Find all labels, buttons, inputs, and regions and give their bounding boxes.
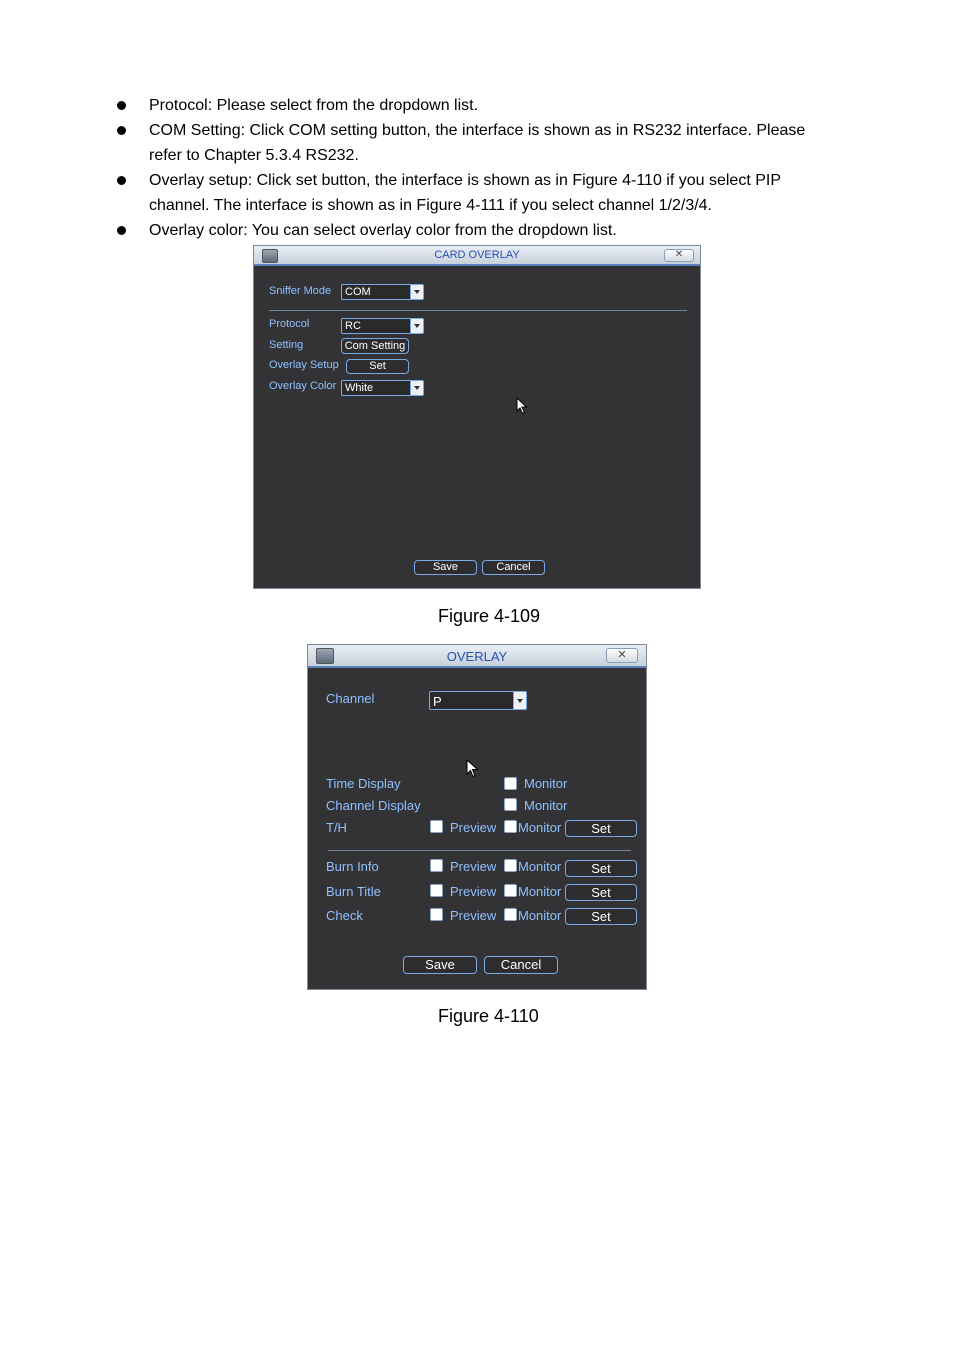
burn-info-label: Burn Info: [326, 859, 379, 874]
cancel-button[interactable]: Cancel: [482, 560, 545, 575]
bullet-dot: [117, 126, 126, 135]
th-label: T/H: [326, 820, 347, 835]
protocol-value: RC: [345, 320, 361, 332]
burn-title-monitor-checkbox[interactable]: [504, 884, 517, 897]
card-overlay-titlebar: [254, 246, 700, 266]
separator-line: [269, 310, 687, 311]
bullet-dot: [117, 101, 126, 110]
bullet-protocol: [117, 93, 837, 118]
preview-label: Preview: [450, 859, 497, 874]
overlay-setup-button[interactable]: Set: [346, 359, 409, 374]
bullet-dot: [117, 226, 126, 235]
channel-display-monitor-checkbox[interactable]: [504, 798, 517, 811]
burn-title-set-button[interactable]: Set: [565, 884, 637, 901]
com-setting-button[interactable]: Com Setting: [341, 338, 409, 354]
overlay-color-select[interactable]: [341, 380, 424, 396]
save-button[interactable]: Save: [414, 560, 477, 575]
figure-caption: Figure 4-109: [438, 606, 541, 626]
separator-line: [328, 850, 631, 851]
sniffer-mode-label: Sniffer Mode: [269, 285, 332, 297]
preview-label: Preview: [450, 884, 497, 899]
card-overlay-dialog: [253, 245, 701, 589]
check-set-button[interactable]: Set: [565, 908, 637, 925]
bullet-overlay-color: [117, 218, 837, 243]
overlay-color-label: Overlay Color: [269, 380, 337, 392]
channel-select[interactable]: [429, 691, 527, 710]
card-overlay-title: CARD OVERLAY: [434, 249, 520, 261]
preview-label: Preview: [450, 820, 497, 835]
bullet-overlay-setup: [117, 168, 837, 218]
channel-value: P: [433, 694, 442, 709]
check-monitor-checkbox[interactable]: [504, 908, 517, 921]
chevron-down-icon[interactable]: [410, 319, 423, 333]
burn-title-preview-checkbox[interactable]: [430, 884, 443, 897]
chevron-down-icon[interactable]: [410, 285, 423, 299]
monitor-label: Monitor: [518, 884, 562, 899]
figure-caption: Figure 4-110: [438, 1006, 539, 1026]
monitor-label: Monitor: [524, 798, 568, 813]
bullet-list: [117, 93, 837, 243]
burn-title-label: Burn Title: [326, 884, 381, 899]
bullet-dot: [117, 176, 126, 185]
preview-label: Preview: [450, 908, 497, 923]
time-display-label: Time Display: [326, 776, 401, 791]
monitor-label: Monitor: [518, 908, 562, 923]
monitor-label: Monitor: [518, 820, 562, 835]
overlay-setup-label: Overlay Setup: [269, 359, 339, 371]
th-preview-checkbox[interactable]: [430, 820, 443, 833]
monitor-label: Monitor: [524, 776, 568, 791]
cancel-button[interactable]: Cancel: [484, 956, 558, 974]
sniffer-mode-select[interactable]: [341, 284, 424, 300]
burn-info-preview-checkbox[interactable]: [430, 859, 443, 872]
check-label: Check: [326, 908, 363, 923]
overlay-title: OVERLAY: [446, 649, 508, 664]
bullet-com-setting: [117, 118, 837, 168]
overlay-titlebar: [308, 645, 646, 668]
bullet-text: Overlay setup: Click set button, the interface is shown as in Figure 4-110 if you select PIP channel. The interface is shown as in Figure 4-111 if you select channel 1/2/3/4.: [149, 172, 781, 214]
chevron-down-icon[interactable]: [513, 692, 526, 709]
close-icon[interactable]: ✕: [606, 648, 638, 663]
protocol-label: Protocol: [269, 318, 310, 330]
channel-display-label: Channel Display: [326, 798, 421, 813]
save-button[interactable]: Save: [403, 956, 477, 974]
burn-info-set-button[interactable]: Set: [565, 860, 637, 877]
setting-label: Setting: [269, 339, 304, 351]
chevron-down-icon[interactable]: [410, 381, 423, 395]
bullet-text: Protocol: Please select from the dropdown list.: [149, 97, 479, 114]
close-icon[interactable]: ✕: [664, 249, 694, 262]
channel-label: Channel: [326, 691, 375, 706]
th-set-button[interactable]: Set: [565, 820, 637, 837]
check-preview-checkbox[interactable]: [430, 908, 443, 921]
th-monitor-checkbox[interactable]: [504, 820, 517, 833]
monitor-label: Monitor: [518, 859, 562, 874]
sniffer-mode-value: COM: [345, 286, 371, 298]
bullet-text: COM Setting: Click COM setting button, the interface is shown as in RS232 interface. Please refer to Chapter 5.3.4 RS232.: [149, 122, 806, 164]
time-display-monitor-checkbox[interactable]: [504, 777, 517, 790]
bullet-text: Overlay color: You can select overlay color from the dropdown list.: [149, 222, 617, 239]
burn-info-monitor-checkbox[interactable]: [504, 859, 517, 872]
overlay-dialog: [307, 644, 647, 990]
protocol-select[interactable]: [341, 318, 424, 334]
overlay-color-value: White: [345, 382, 374, 394]
